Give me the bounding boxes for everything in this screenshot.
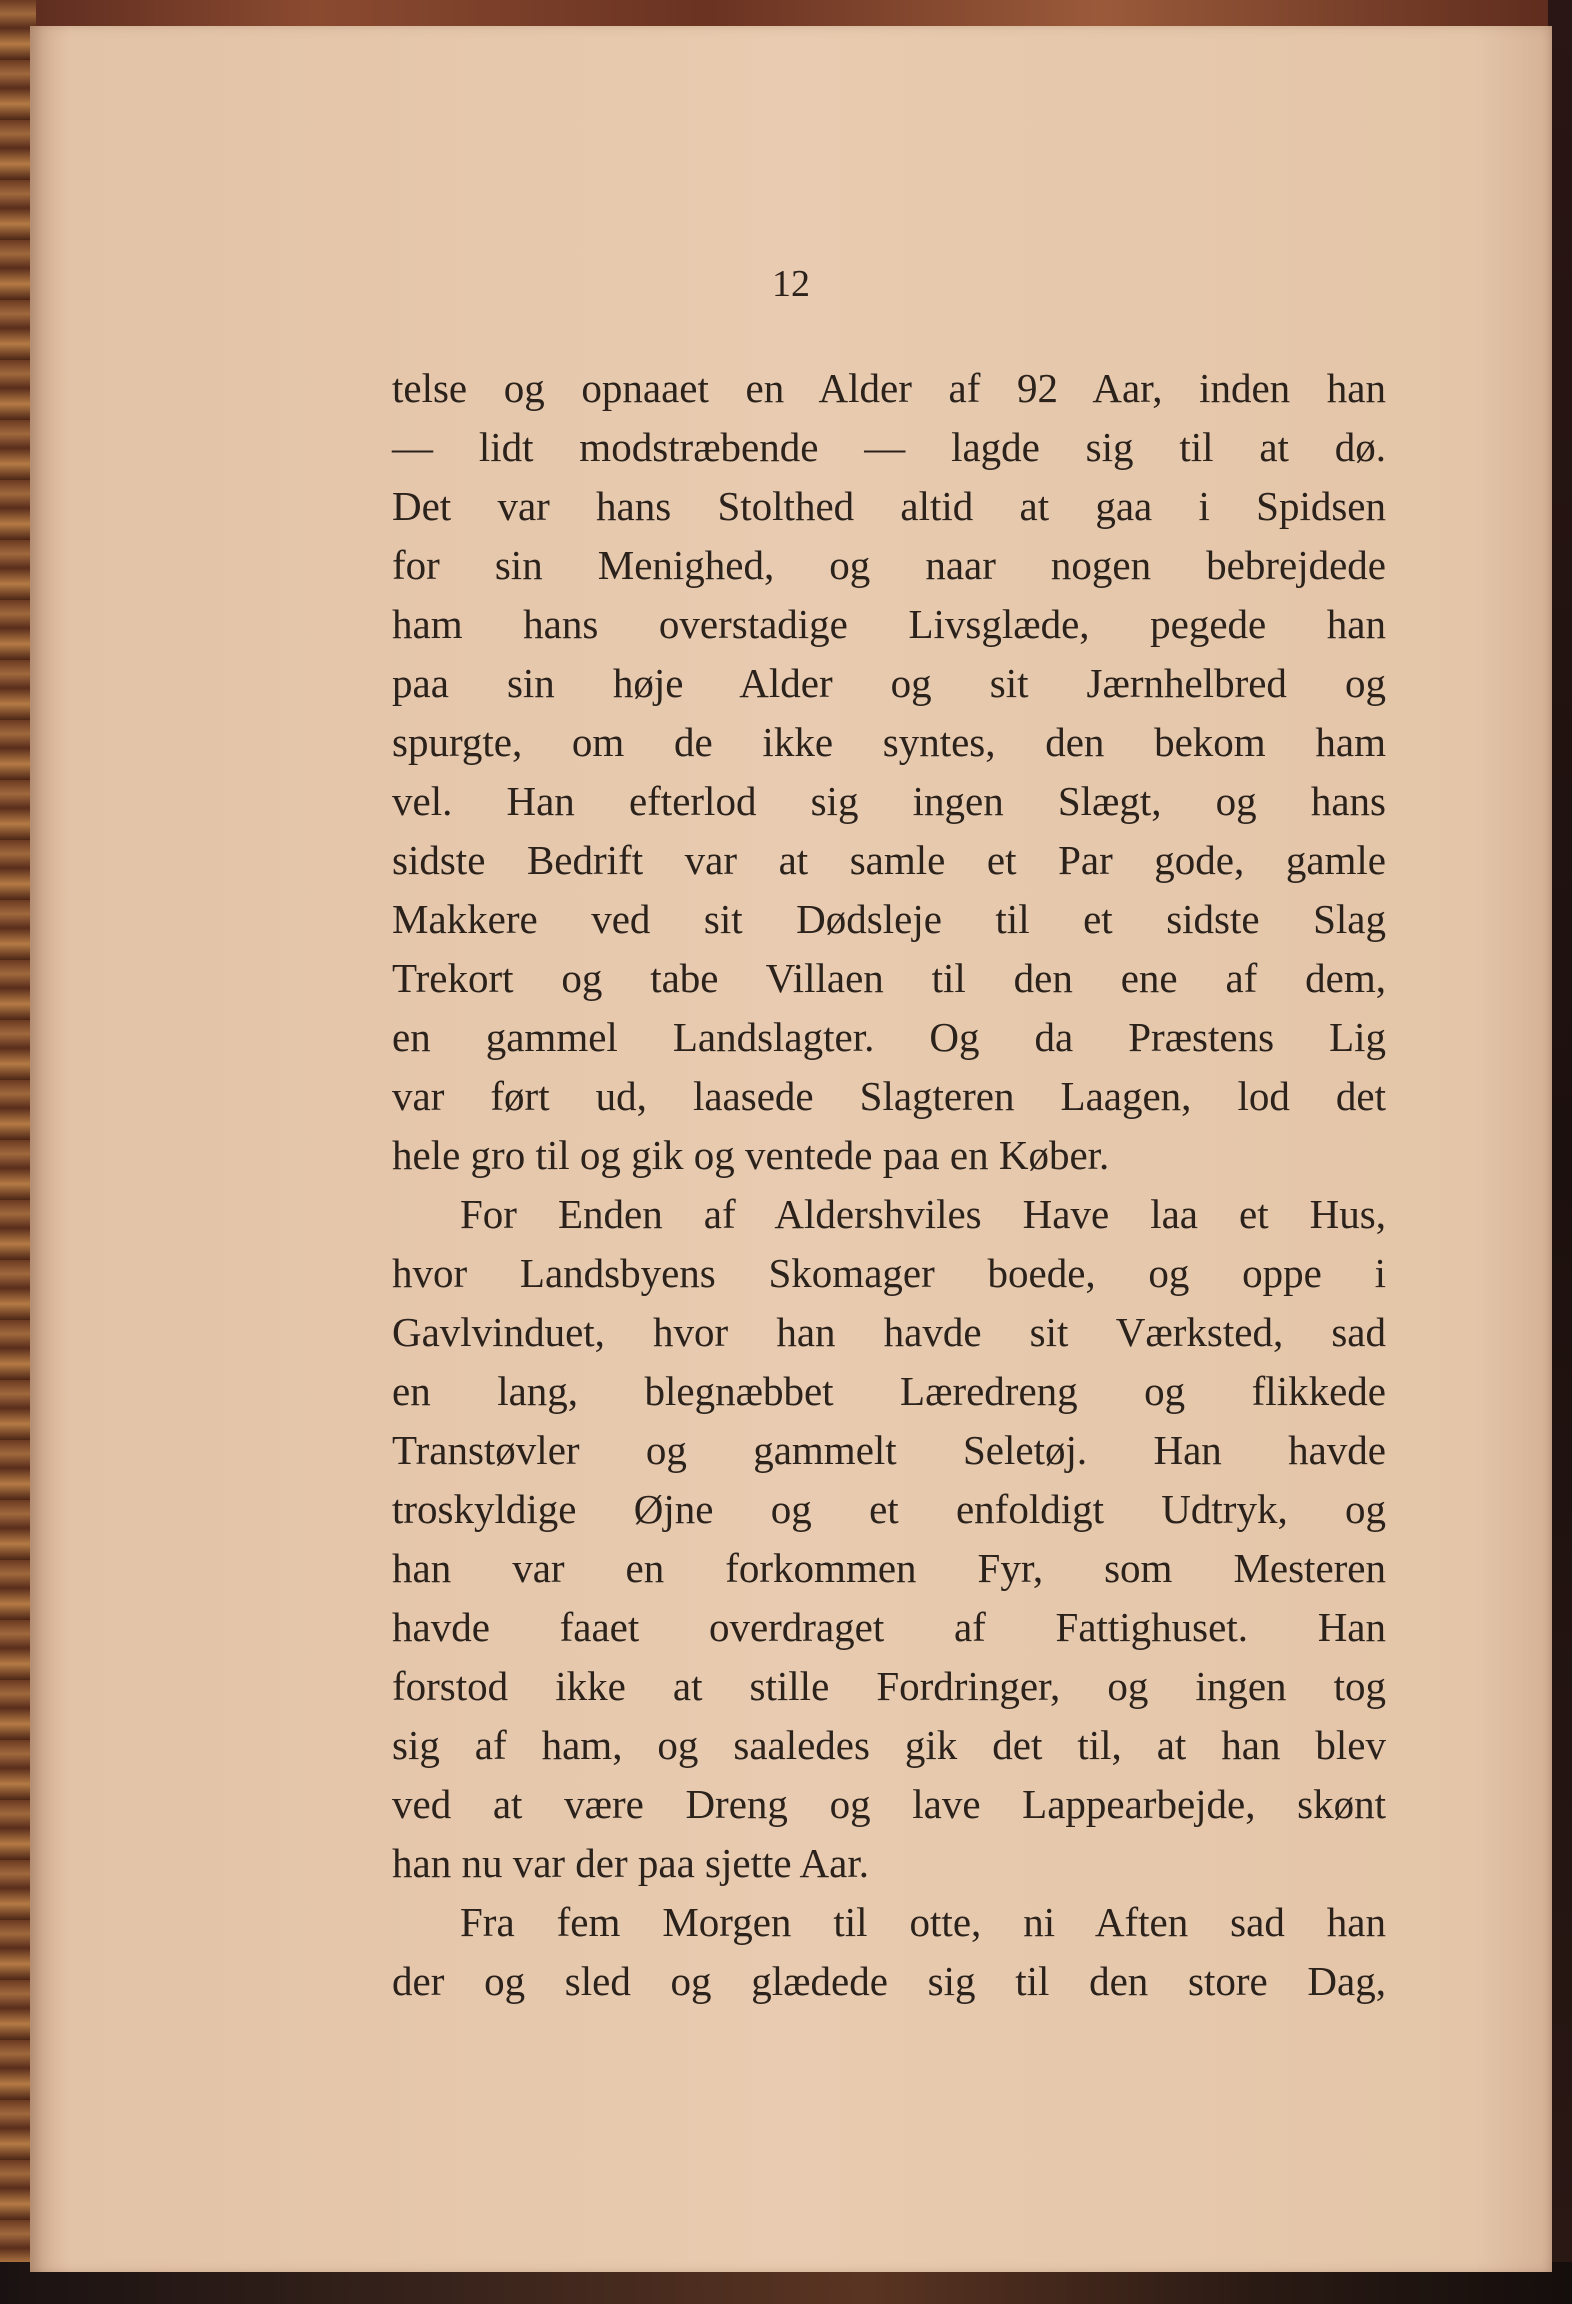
text-line: Gavlvinduet, hvor han havde sit Værksted, sad (392, 1309, 1386, 1355)
text-line: havde faaet overdraget af Fattighuset. Han (392, 1604, 1386, 1650)
text-line: For Enden af Aldershviles Have laa et Hus, (460, 1191, 1386, 1237)
text-line: sig af ham, og saaledes gik det til, at han blev (392, 1722, 1386, 1768)
text-line: — lidt modstræbende — lagde sig til at dø. (392, 424, 1386, 470)
text-line: hele gro til og gik og ventede paa en Køber. (392, 1132, 1110, 1178)
text-line: Fra fem Morgen til otte, ni Aften sad han (460, 1899, 1386, 1945)
text-line: telse og opnaaet en Alder af 92 Aar, inden han (392, 365, 1386, 411)
book-page (30, 26, 1552, 2272)
text-line: vel. Han efterlod sig ingen Slægt, og hans (392, 778, 1386, 824)
text-line: Det var hans Stolthed altid at gaa i Spidsen (392, 483, 1386, 529)
text-line: Makkere ved sit Dødsleje til et sidste Slag (392, 896, 1386, 942)
text-line: Transtøvler og gammelt Seletøj. Han havde (392, 1427, 1386, 1473)
text-line: han var en forkommen Fyr, som Mesteren (392, 1545, 1386, 1591)
page-number: 12 (772, 263, 810, 305)
text-line: Trekort og tabe Villaen til den ene af dem, (392, 955, 1386, 1001)
text-line: for sin Menighed, og naar nogen bebrejdede (392, 542, 1386, 588)
text-line: sidste Bedrift var at samle et Par gode, gamle (392, 837, 1386, 883)
text-line: en lang, blegnæbbet Læredreng og flikkede (392, 1368, 1386, 1414)
text-line: troskyldige Øjne og et enfoldigt Udtryk, og (392, 1486, 1386, 1532)
text-line: paa sin høje Alder og sit Jærnhelbred og (392, 660, 1386, 706)
text-line: var ført ud, laasede Slagteren Laagen, lod det (392, 1073, 1386, 1119)
text-line: hvor Landsbyens Skomager boede, og oppe i (392, 1250, 1386, 1296)
text-line: en gammel Landslagter. Og da Præstens Lig (392, 1014, 1386, 1060)
page-body-text (392, 359, 1386, 2011)
text-line: ham hans overstadige Livsglæde, pegede han (392, 601, 1386, 647)
text-line: der og sled og glædede sig til den store Dag, (392, 1958, 1386, 2004)
text-line: spurgte, om de ikke syntes, den bekom ham (392, 719, 1386, 765)
text-line: ved at være Dreng og lave Lappearbejde, skønt (392, 1781, 1386, 1827)
text-line: forstod ikke at stille Fordringer, og ingen tog (392, 1663, 1386, 1709)
text-line: han nu var der paa sjette Aar. (392, 1840, 870, 1886)
